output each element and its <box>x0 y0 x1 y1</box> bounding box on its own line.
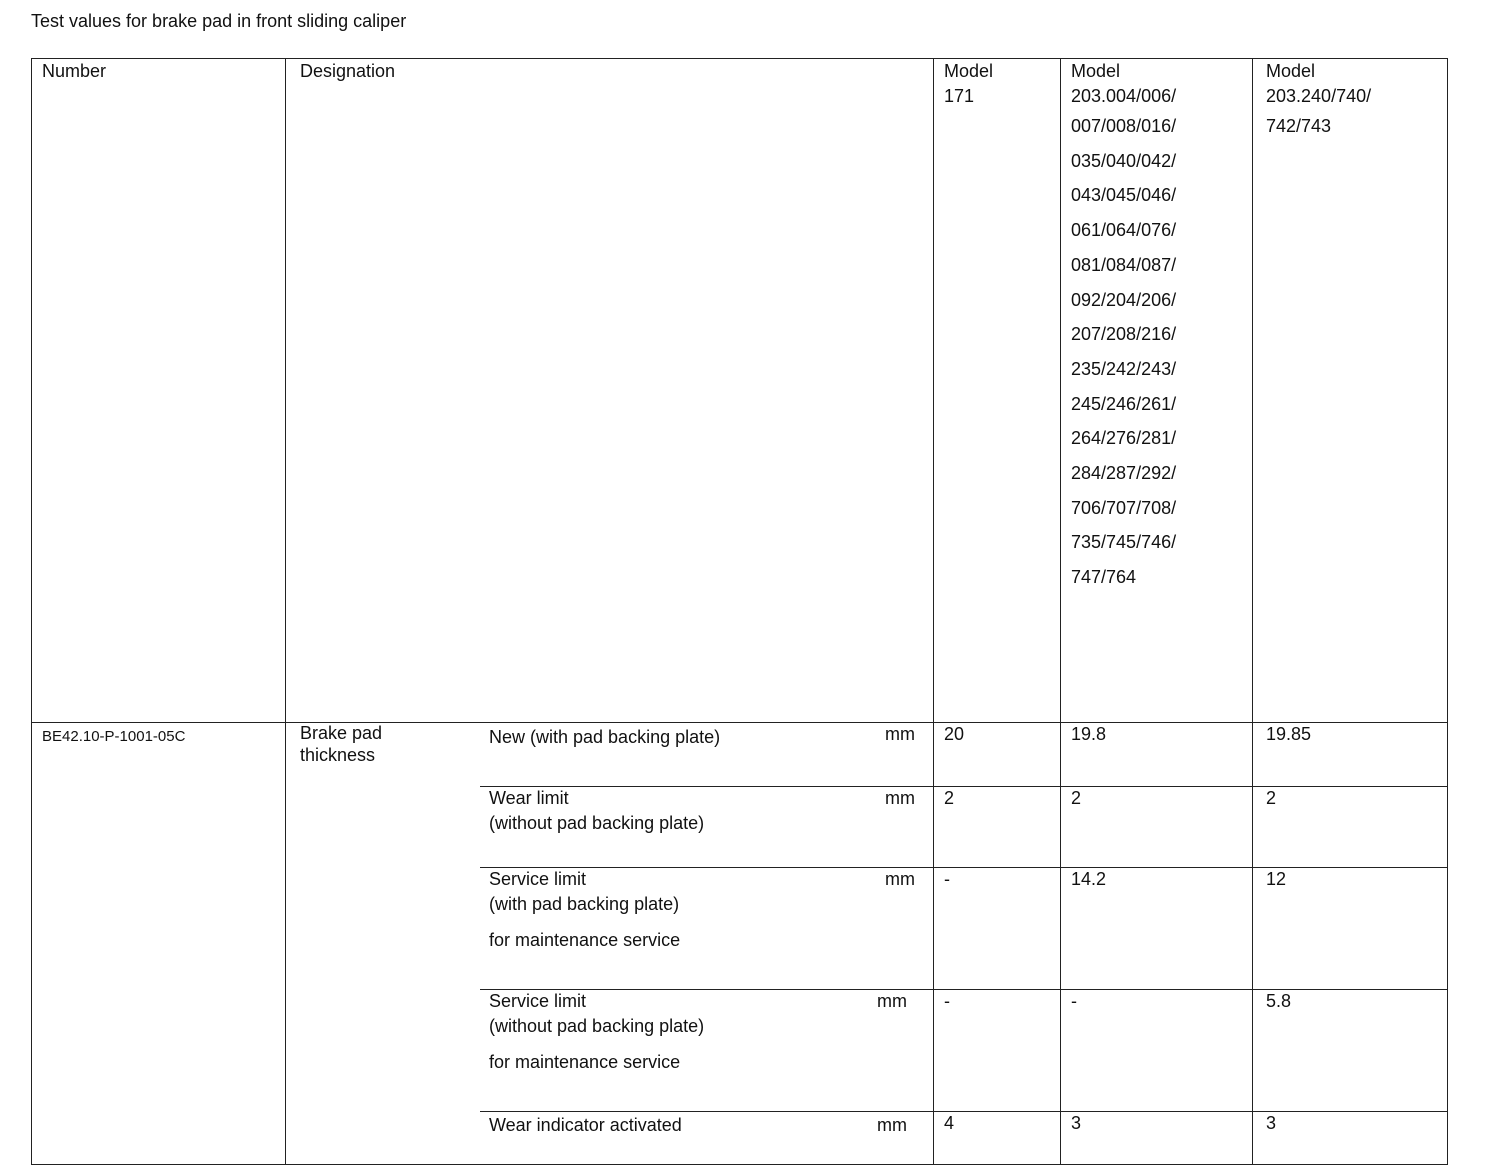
column-divider <box>1252 58 1253 1165</box>
header-line: 264/276/281/ <box>1071 428 1177 449</box>
value-model-171: - <box>944 869 950 889</box>
unit: mm <box>885 724 915 744</box>
header-line: 284/287/292/ <box>1071 463 1177 484</box>
header-line: 742/743 <box>1266 116 1332 136</box>
table-border-left <box>31 58 32 1165</box>
row-label-line: (without pad backing plate) <box>489 813 705 833</box>
row-label-line: Wear limit <box>489 788 569 808</box>
row-label-line: (with pad backing plate) <box>489 894 680 914</box>
column-divider <box>285 58 286 1165</box>
row-label-line: Service limit <box>489 991 587 1011</box>
header-designation: Designation <box>300 61 396 81</box>
page-title: Test values for brake pad in front sliding caliper <box>31 11 407 31</box>
row-label-line: Service limit <box>489 869 587 889</box>
header-line: 035/040/042/ <box>1071 150 1177 171</box>
row-label <box>489 989 704 1075</box>
row-label <box>489 867 680 953</box>
header-line: 235/242/243/ <box>1071 358 1177 379</box>
number-value: BE42.10-P-1001-05C <box>42 728 186 745</box>
header-model-171 <box>944 59 993 109</box>
header-line: Model <box>1071 61 1121 81</box>
value-model-171: 4 <box>944 1113 955 1133</box>
value-model-171: 20 <box>944 724 965 744</box>
row-divider <box>480 1111 1448 1112</box>
unit: mm <box>885 788 915 808</box>
table-border-right <box>1447 58 1448 1165</box>
header-line: 007/008/016/ <box>1071 116 1177 136</box>
row-label: New (with pad backing plate) <box>489 727 721 747</box>
column-divider <box>933 58 934 1165</box>
table-border-bottom <box>31 1164 1448 1165</box>
test-values-table <box>31 58 1448 1165</box>
header-model-203-240 <box>1266 59 1371 144</box>
row-note: for maintenance service <box>489 1052 681 1072</box>
unit: mm <box>877 1115 907 1135</box>
value-model-171: - <box>944 991 950 1011</box>
value-model-203-240: 2 <box>1266 788 1277 808</box>
value-model-171: 2 <box>944 788 955 808</box>
column-divider <box>1060 58 1061 1165</box>
header-divider <box>31 722 1448 723</box>
value-model-203-variants: 3 <box>1071 1113 1082 1133</box>
header-line: 747/764 <box>1071 567 1137 588</box>
header-number: Number <box>42 61 107 81</box>
value-model-203-variants: 19.8 <box>1071 724 1107 744</box>
designation-line: Brake pad <box>300 723 383 743</box>
header-line: 706/707/708/ <box>1071 497 1177 518</box>
header-model-203-variants <box>1071 59 1176 595</box>
header-line: 043/045/046/ <box>1071 185 1177 206</box>
header-line: 203.240/740/ <box>1266 86 1372 106</box>
header-line: 207/208/216/ <box>1071 324 1177 345</box>
header-line: Model <box>944 61 994 81</box>
value-model-203-240: 19.85 <box>1266 724 1312 744</box>
value-model-203-variants: - <box>1071 991 1077 1011</box>
header-line: 092/204/206/ <box>1071 289 1177 310</box>
value-model-203-240: 3 <box>1266 1113 1277 1133</box>
value-model-203-240: 5.8 <box>1266 991 1292 1011</box>
header-line: 081/084/087/ <box>1071 254 1177 275</box>
header-line: 735/745/746/ <box>1071 532 1177 553</box>
value-model-203-variants: 2 <box>1071 788 1082 808</box>
header-line: 203.004/006/ <box>1071 86 1177 106</box>
row-label: Wear indicator activated <box>489 1115 682 1135</box>
value-model-203-240: 12 <box>1266 869 1287 889</box>
header-line: 171 <box>944 86 975 106</box>
unit: mm <box>885 869 915 889</box>
designation-value <box>300 722 382 766</box>
header-line: 061/064/076/ <box>1071 220 1177 241</box>
unit: mm <box>877 991 907 1011</box>
header-line: Model <box>1266 61 1316 81</box>
table-border-top <box>31 58 1448 59</box>
designation-line: thickness <box>300 745 376 765</box>
header-line: 245/246/261/ <box>1071 393 1177 414</box>
value-model-203-variants: 14.2 <box>1071 869 1107 889</box>
row-label-line: (without pad backing plate) <box>489 1016 705 1036</box>
row-note: for maintenance service <box>489 930 681 950</box>
row-label <box>489 786 704 836</box>
